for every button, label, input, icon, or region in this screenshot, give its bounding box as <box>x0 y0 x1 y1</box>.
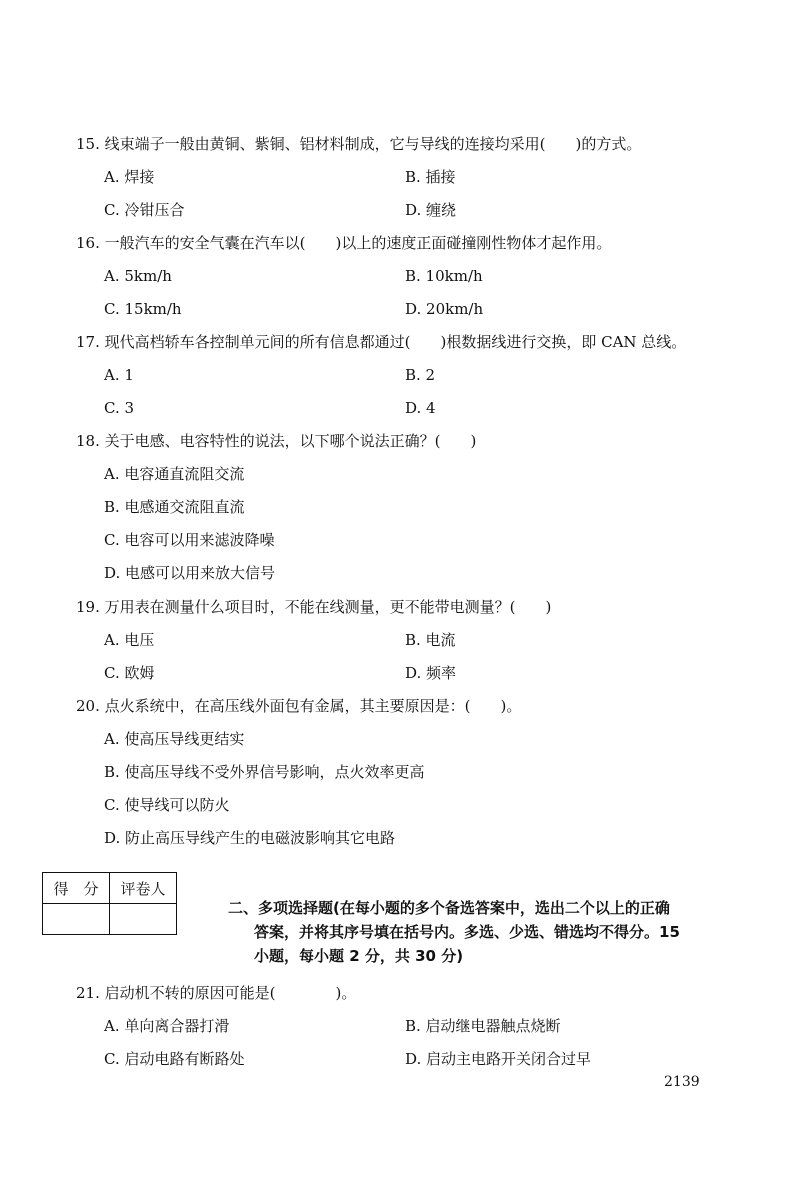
score-table <box>42 872 177 935</box>
q18-option-d[interactable]: D. 电感可以用来放大信号 <box>104 564 276 582</box>
question-16: 16. 一般汽车的安全气囊在汽车以( )以上的速度正面碰撞刚性物体才起作用。 <box>76 234 612 252</box>
section-2-line-1: 二、多项选择题(在每小题的多个备选答案中，选出二个以上的正确 <box>228 899 670 917</box>
q19-option-c[interactable]: C. 欧姆 <box>104 664 155 682</box>
section-2-line-2: 答案，并将其序号填在括号内。多选、少选、错选均不得分。15 <box>254 923 680 941</box>
q17-option-d[interactable]: D. 4 <box>405 399 436 417</box>
q15-option-d[interactable]: D. 缠绕 <box>405 201 457 219</box>
q15-option-b[interactable]: B. 插接 <box>405 168 456 186</box>
q17-option-b[interactable]: B. 2 <box>405 366 436 384</box>
score-header: 得 分 <box>43 873 110 904</box>
q16-option-c[interactable]: C. 15km/h <box>104 300 182 318</box>
q20-option-a[interactable]: A. 使高压导线更结实 <box>104 730 245 748</box>
q19-option-a[interactable]: A. 电压 <box>104 631 155 649</box>
q18-option-b[interactable]: B. 电感通交流阻直流 <box>104 498 245 516</box>
section-2-line-3: 小题，每小题 2 分，共 30 分) <box>254 947 464 965</box>
q16-option-d[interactable]: D. 20km/h <box>405 300 484 318</box>
question-15: 15. 线束端子一般由黄铜、紫铜、铝材料制成，它与导线的连接均采用( )的方式。 <box>76 135 642 153</box>
q15-option-a[interactable]: A. 焊接 <box>104 168 155 186</box>
grader-cell[interactable] <box>110 904 177 935</box>
question-17: 17. 现代高档轿车各控制单元间的所有信息都通过( )根数据线进行交换，即 CAN 总线。 <box>76 333 687 351</box>
q18-option-a[interactable]: A. 电容通直流阻交流 <box>104 465 245 483</box>
q16-option-a[interactable]: A. 5km/h <box>104 267 172 285</box>
q20-option-c[interactable]: C. 使导线可以防火 <box>104 796 230 814</box>
score-cell[interactable] <box>43 904 110 935</box>
q20-option-d[interactable]: D. 防止高压导线产生的电磁波影响其它电路 <box>104 829 396 847</box>
question-21: 21. 启动机不转的原因可能是( )。 <box>76 984 357 1002</box>
q18-option-c[interactable]: C. 电容可以用来滤波降噪 <box>104 531 275 549</box>
question-19: 19. 万用表在测量什么项目时，不能在线测量，更不能带电测量？( ) <box>76 598 552 616</box>
section-2-heading <box>228 896 728 968</box>
q21-option-b[interactable]: B. 启动继电器触点烧断 <box>405 1017 561 1035</box>
question-18: 18. 关于电感、电容特性的说法，以下哪个说法正确？( ) <box>76 432 477 450</box>
question-20: 20. 点火系统中，在高压线外面包有金属，其主要原因是：( )。 <box>76 697 522 715</box>
q17-option-a[interactable]: A. 1 <box>104 366 134 384</box>
q16-option-b[interactable]: B. 10km/h <box>405 267 483 285</box>
q21-option-a[interactable]: A. 单向离合器打滑 <box>104 1017 230 1035</box>
grader-header: 评卷人 <box>110 873 177 904</box>
page-number: 2139 <box>664 1074 700 1090</box>
q21-option-d[interactable]: D. 启动主电路开关闭合过早 <box>405 1050 592 1068</box>
q19-option-b[interactable]: B. 电流 <box>405 631 456 649</box>
q15-option-c[interactable]: C. 冷钳压合 <box>104 201 185 219</box>
q21-option-c[interactable]: C. 启动电路有断路处 <box>104 1050 245 1068</box>
q19-option-d[interactable]: D. 频率 <box>405 664 457 682</box>
q20-option-b[interactable]: B. 使高压导线不受外界信号影响，点火效率更高 <box>104 763 425 781</box>
q17-option-c[interactable]: C. 3 <box>104 399 135 417</box>
